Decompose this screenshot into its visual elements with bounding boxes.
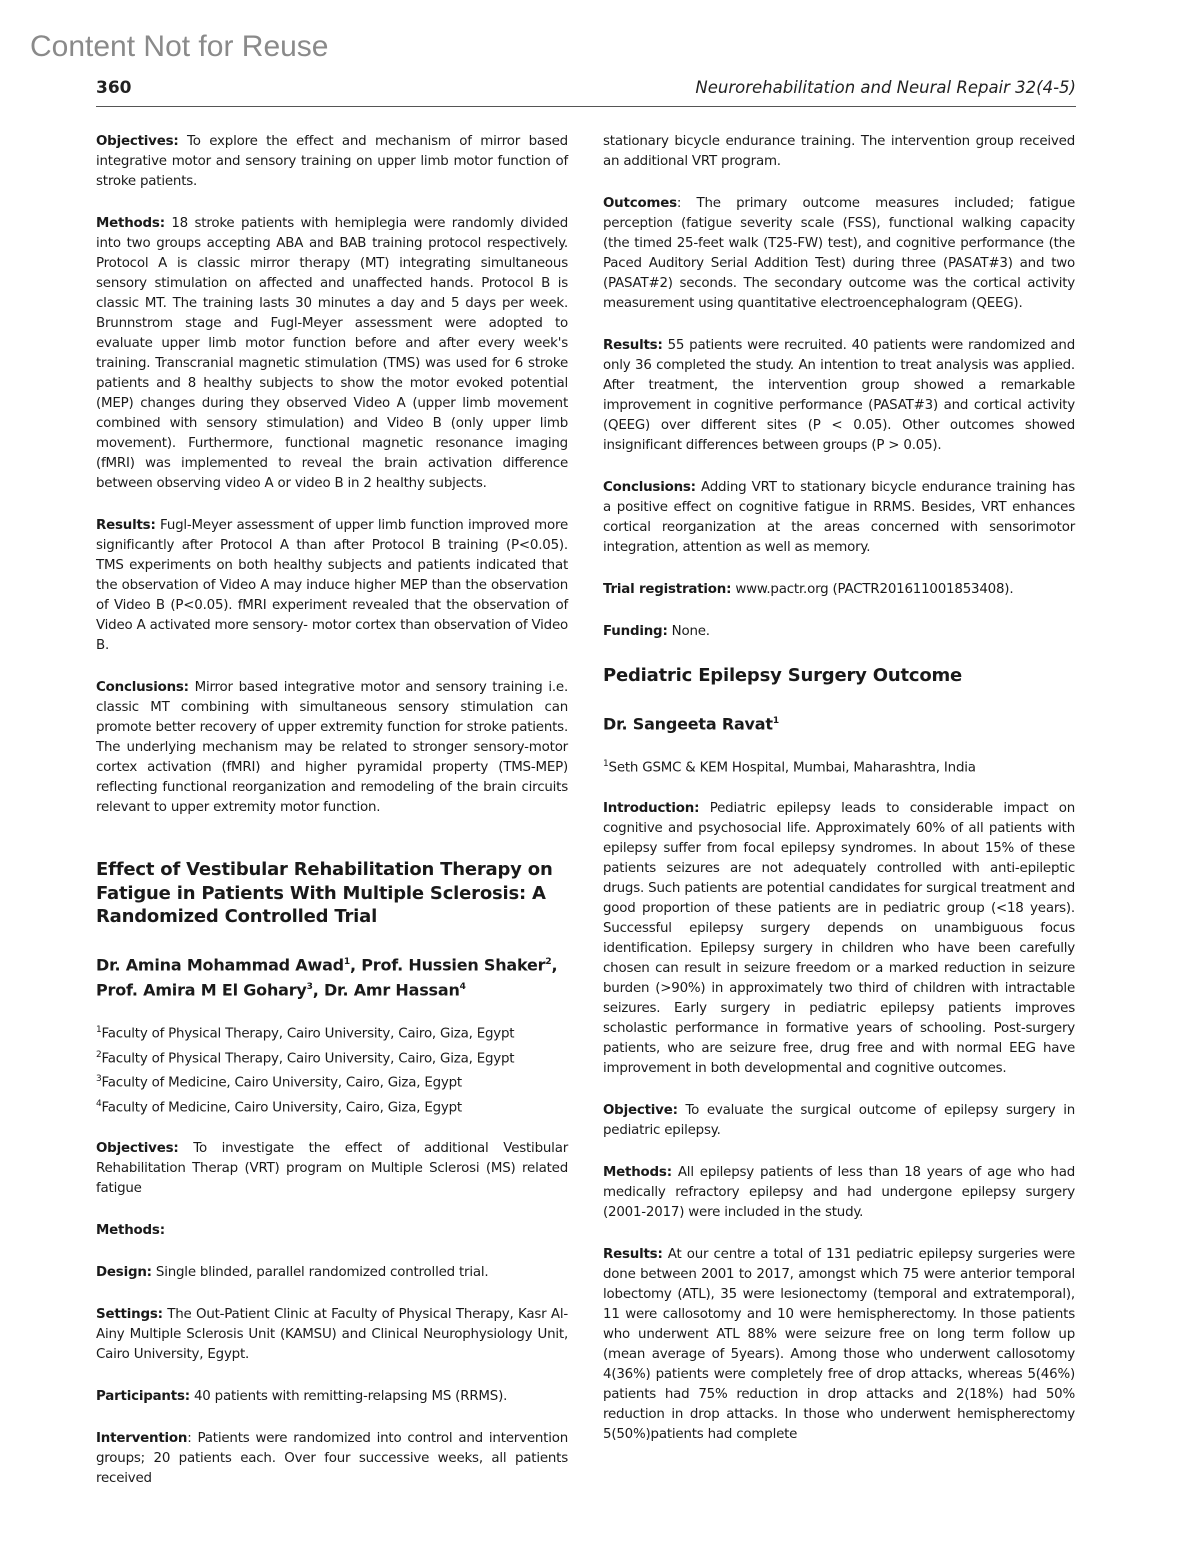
affiliation-list [96,1020,568,1118]
section-text: : Patients were randomized into control and intervention groups; 20 patients each. Over four successive weeks, all patients received [96,1431,568,1487]
affiliation [96,1045,568,1069]
design-paragraph [96,1263,568,1283]
author-affil-marker: 1 [343,956,350,967]
section-label: Funding: [603,624,668,639]
funding-paragraph [603,622,1075,642]
author-separator: , [349,954,362,974]
section-label: Objective: [603,1103,678,1119]
affil-marker: 1 [603,758,609,769]
right-column [603,132,1075,1467]
author-separator: , [551,954,558,974]
section-label: Settings: [96,1307,163,1323]
section-text: All epilepsy patients of less than 18 years of age who had medically refractory epilepsy and had undergone epilepsy surgery (2001-2017) were included in the study. [603,1165,1075,1221]
section-label: Objectives: [96,1141,179,1157]
section-text: None. [667,624,710,639]
affil-text: Faculty of Physical Therapy, Cairo University, Cairo, Giza, Egypt [101,1051,515,1067]
author-affil-marker: 3 [306,981,313,992]
section-label: Results: [96,518,156,533]
section-label: Conclusions: [603,480,696,495]
section-text: : The primary outcome measures included; fatigue perception (fatigue severity scale (FSS), functional walking capacity (the timed 25-feet walk (T25-FW) test), and cognitive performance (the Paced Auditory Serial Addition Test) during three (PASAT#3) and two (PASAT#2) seconds. The secondary outcome was the cortical activity measurement using quantitative electroencephalogram (QEEG). [603,196,1075,311]
settings-paragraph [96,1305,568,1365]
watermark: Content Not for Reuse [30,30,329,63]
introduction-paragraph [603,799,1075,1079]
section-label: Results: [603,338,663,353]
section-label: Intervention [96,1431,188,1447]
page-number: 360 [96,78,132,98]
section-text: Single blinded, parallel randomized controlled trial. [151,1265,489,1281]
section-text: 18 stroke patients with hemiplegia were randomly divided into two groups accepting ABA and BAB training protocol respectively. Protocol A is classic mirror therapy (MT) integrating simultaneous sensory stimulation on affected and unaffected hands. Protocol B is classic MT. The training lasts 30 minutes a day and 5 days per week. Brunnstrom stage and Fugl-Meyer assessment were adopted to evaluate upper limb motor function before and after every week's training. Transcranial magnetic stimulation (TMS) was used for 6 stroke patients and 8 healthy subjects to show the motor evoked potential (MEP) changes during they observed Video A (upper limb movement combined with sensory stimulation) and Video B (only upper limb movement). Furthermore, functional magnetic resonance imaging (fMRI) was implemented to reveal the brain activation difference between observing video A or video B in 2 healthy subjects. [96,216,568,491]
results-paragraph [603,1245,1075,1445]
affiliation-list [603,754,1075,778]
objective-paragraph [603,1101,1075,1141]
section-label: Methods: [96,1223,165,1239]
article-title: Effect of Vestibular Rehabilitation Therapy on Fatigue in Patients With Multiple Sclerosis: A Randomized Controlled Trial [96,859,553,927]
affil-text: Faculty of Medicine, Cairo University, Cairo, Giza, Egypt [101,1075,462,1091]
section-label: Conclusions: [96,680,189,695]
author-affil-marker: 4 [459,981,466,992]
methods-paragraph [603,1163,1075,1223]
section-label: Design: [96,1265,152,1281]
objectives-paragraph [96,1139,568,1199]
conclusions-paragraph [603,478,1075,558]
section-label: Methods: [96,216,165,231]
section-text: Pediatric epilepsy leads to considerable impact on cognitive and psychosocial life. Approximately 60% of all patients with epilepsy suffer from focal epilepsy syndromes. In about 15% of these patients seizures are not adequately controlled with anti-epileptic drugs. Such patients are potential candidates for surgical treatment and good proportion of these patients are in pediatric group (<18 years). Successful epilepsy surgery depends on unambiguous focus identification. Epilepsy surgery in children who have been carefully chosen can result in seizure freedom or a marked reduction in seizure burden (>90%) in approximately two third of children with intractable seizures. Early surgery in pediatric epilepsy patients improves scholastic performance in formative years of schooling. Post-surgery patients, who are seizure free, drug free and with normal EEG have improvement in both developmental and cognitive outcomes. [603,801,1075,1077]
continuation-paragraph: stationary bicycle endurance training. The intervention group received an additional VRT program. [603,134,1075,169]
affil-marker: 1 [96,1025,102,1036]
author-separator: , [312,980,324,1000]
author-affil-marker: 2 [545,956,552,967]
affiliation [96,1094,568,1118]
affil-text: Faculty of Physical Therapy, Cairo University, Cairo, Giza, Egypt [101,1026,515,1042]
affiliation [96,1020,568,1044]
conclusions-paragraph [96,678,568,818]
section-text: Fugl-Meyer assessment of upper limb function improved more significantly after Protocol A than after Protocol B training (P<0.05). TMS experiments on both healthy subjects and patients indicated that the observation of Video A may induce higher MEP than the observation of Video B (P<0.05). fMRI experiment revealed that the observation of Video A activated more sensory- motor cortex than observation of Video B. [96,518,568,653]
left-column [96,132,568,1511]
section-text: 55 patients were recruited. 40 patients were randomized and only 36 completed the study. An intention to treat analysis was applied. After treatment, the intervention group showed a remarkable improvement in cognitive performance (PASAT#3) and cortical activity (QEEG) over different sites (P < 0.05). Other outcomes showed insignificant differences between groups (P > 0.05). [603,338,1075,453]
section-text: www.pactr.org (PACTR201611001853408). [731,582,1014,597]
section-text: To evaluate the surgical outcome of epilepsy surgery in pediatric epilepsy. [603,1103,1075,1139]
section-text: To explore the effect and mechanism of mirror based integrative motor and sensory training on upper limb motor function of stroke patients. [96,134,568,189]
methods-paragraph [96,214,568,494]
affil-text: Seth GSMC & KEM Hospital, Mumbai, Maharashtra, India [608,760,976,776]
affiliation [603,754,1075,778]
objectives-paragraph [96,132,568,192]
affil-marker: 2 [96,1049,102,1060]
section-text: Mirror based integrative motor and sensory training i.e. classic MT combining with simultaneous sensory stimulation can promote better recovery of upper extremity function for stroke patients. The underlying mechanism may be related to stronger sensory-motor cortex activation (fMRI) and higher pyramidal property (TMS-MEP) reflecting functional reorganization and remodeling of the brain circuits relevant to upper extremity motor function. [96,680,568,815]
methods-heading [96,1221,568,1241]
affiliation [96,1069,568,1093]
results-paragraph [603,336,1075,456]
article-title: Pediatric Epilepsy Surgery Outcome [603,665,963,686]
section-label: Objectives: [96,134,179,149]
section-text: 40 patients with remitting-relapsing MS (RRMS). [189,1389,508,1405]
section-label: Outcomes [603,196,677,211]
section-text: Adding VRT to stationary bicycle endurance training has a positive effect on cognitive fatigue in RRMS. Besides, VRT enhances cortical reorganization at the areas concerned with sensorimotor integration, attention as well as memory. [603,480,1075,555]
section-label: Results: [603,1247,663,1263]
intervention-paragraph [96,1429,568,1489]
section-label: Methods: [603,1165,672,1181]
trial-registration-paragraph [603,580,1075,600]
author-name: Dr. Amina Mohammad Awad [96,954,344,974]
author-name: Prof. Amira M El Gohary [96,980,307,1000]
running-header [96,78,1076,107]
affil-text: Faculty of Medicine, Cairo University, Cairo, Giza, Egypt [101,1100,462,1116]
author-name: Prof. Hussien Shaker [361,954,546,974]
section-label: Participants: [96,1389,190,1405]
affil-marker: 3 [96,1074,102,1085]
author-list [96,951,568,1002]
section-text: To investigate the effect of additional Vestibular Rehabilitation Therap (VRT) program on Multiple Sclerosi (MS) related fatigue [96,1141,568,1197]
results-paragraph [96,516,568,656]
author-name: Dr. Sangeeta Ravat [603,713,773,733]
section-text: At our centre a total of 131 pediatric epilepsy surgeries were done between 2001 to 2017, amongst which 75 were anterior temporal lobectomy (ATL), 35 were lesionectomy (temporal and extratemporal), 11 were callosotomy and 10 were hemispherectomy. In those patients who underwent ATL 88% were seizure free on long term follow up (mean average of 5years). Among those who underwent callosotomy 4(36%) patients were completely free of drop attacks, whereas 5(46%) patients had 75% reduction in drop attacks and 2(18%) had 50% reduction in drop attacks. In those who underwent hemispherectomy 5(50%)patients had complete [603,1247,1075,1443]
author-name: Dr. Amr Hassan [323,980,460,1000]
participants-paragraph [96,1387,568,1407]
section-label: Introduction: [603,801,700,817]
author-affil-marker: 1 [772,715,779,726]
journal-title: Neurorehabilitation and Neural Repair 32(4-5) [695,78,1076,97]
author-list [603,710,1075,735]
section-text: The Out-Patient Clinic at Faculty of Physical Therapy, Kasr Al-Ainy Multiple Sclerosis Unit (KAMSU) and Clinical Neurophysiology Unit, Cairo University, Egypt. [96,1307,568,1363]
affil-marker: 4 [96,1098,102,1109]
outcomes-paragraph [603,194,1075,314]
section-label: Trial registration: [603,582,732,597]
